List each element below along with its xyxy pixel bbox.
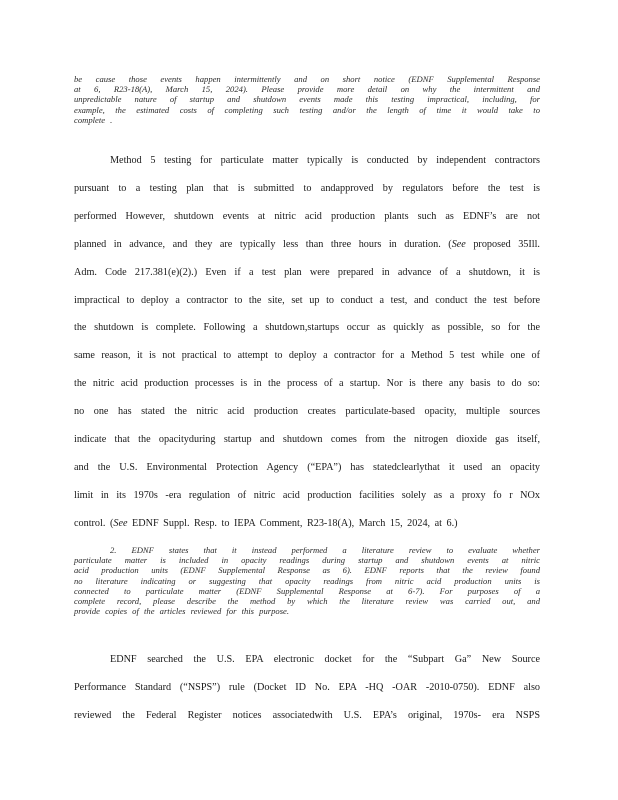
- paragraph-line: indicate that the opacityduring startup and shutdown comes from the nitrogen dioxide gas itself,: [74, 434, 540, 446]
- body-paragraph: [74, 646, 540, 730]
- footnote-line: at 6, R23-18(A), March 15, 2024). Please provide more detail on why the intermittent and: [74, 84, 540, 95]
- note-line: complete record, please describe the method by which the literature review was carried out, and: [74, 596, 540, 607]
- paragraph-line: Method 5 testing for particulate matter typically is conducted by independent contractors: [110, 155, 540, 166]
- question-2-note: [74, 545, 540, 616]
- paragraph-line: and the U.S. Environmental Protection Agency (“EPA”) has statedclearlythat it used an opacity: [74, 461, 540, 473]
- paragraph-line: reviewed the Federal Register notices associatedwith U.S. EPA’s original, 1970s- era NSPS: [74, 709, 540, 721]
- paragraph-text: proposed 35Ill.: [465, 238, 540, 250]
- footnote-line: complete .: [74, 114, 113, 125]
- paragraph-text: planned in advance, and they are typically less than three hours in duration. (: [74, 238, 452, 250]
- note-line: provide copies of the articles reviewed for this purpose.: [74, 606, 290, 617]
- paragraph-line: same reason, it is not practical to attempt to deploy a contractor for a Method 5 test while one of: [74, 350, 540, 362]
- body-paragraph: [74, 147, 540, 538]
- paragraph-line: pursuant to a testing plan that is submitted to andapproved by regulators before the test is: [74, 182, 540, 194]
- paragraph-text: control. (: [74, 517, 114, 529]
- paragraph-line: the nitric acid production processes is in the process of a startup. Nor is there any basis to do so:: [74, 378, 540, 390]
- paragraph-line: impractical to deploy a contractor to the site, set up to conduct a test, and conduct the test before: [74, 294, 540, 306]
- see-signal: See: [113, 517, 128, 529]
- see-signal: See: [451, 238, 466, 250]
- footnote-line: be cause those events happen intermittently and on short notice (EDNF Supplemental Response: [74, 74, 540, 84]
- note-line: acid production units (EDNF Supplemental Response as 6). EDNF reports that the review found: [74, 565, 540, 576]
- paragraph-line: Adm. Code 217.381(e)(2).) Even if a test plan were prepared in advance of a shutdown, it is: [74, 266, 540, 278]
- paragraph-text: EDNF Suppl. Resp. to IEPA Comment, R23-18(A), March 15, 2024, at 6.): [127, 517, 458, 529]
- paragraph-line: [74, 510, 540, 538]
- paragraph-line: limit in its 1970s -era regulation of nitric acid production facilities solely as a proxy fo r NOx: [74, 489, 540, 501]
- paragraph-line: EDNF searched the U.S. EPA electronic docket for the “Subpart Ga” New Source: [110, 654, 540, 665]
- paragraph-line: [74, 231, 540, 259]
- note-line: particulate matter is included in opacity readings during startup and shutdown events at nitric: [74, 555, 540, 566]
- note-line: no literature indicating or suggesting that opacity readings from nitric acid production units is: [74, 575, 540, 586]
- paragraph-line: performed However, shutdown events at nitric acid production plants such as EDNF’s are not: [74, 210, 540, 222]
- footnote-line: example, the estimated costs of completing such testing and/or the length of time it would take to: [74, 104, 540, 115]
- note-line: connected to particulate matter (EDNF Supplemental Response at 6-7). For purposes of a: [74, 585, 540, 596]
- paragraph-line: no one has stated the nitric acid production creates particulate-based opacity, multiple sources: [74, 406, 540, 418]
- paragraph-line: the shutdown is complete. Following a shutdown,startups occur as quickly as possible, so for the: [74, 322, 540, 334]
- top-footnote: [74, 74, 540, 125]
- footnote-line: unpredictable nature of startup and shutdown events made this testing impractical, including, for: [74, 94, 540, 105]
- note-line: 2. EDNF states that it instead performed a literature review to evaluate whether: [110, 545, 540, 555]
- paragraph-line: Performance Standard (“NSPS”) rule (Docket ID No. EPA -HQ -OAR -2010-0750). EDNF also: [74, 681, 540, 693]
